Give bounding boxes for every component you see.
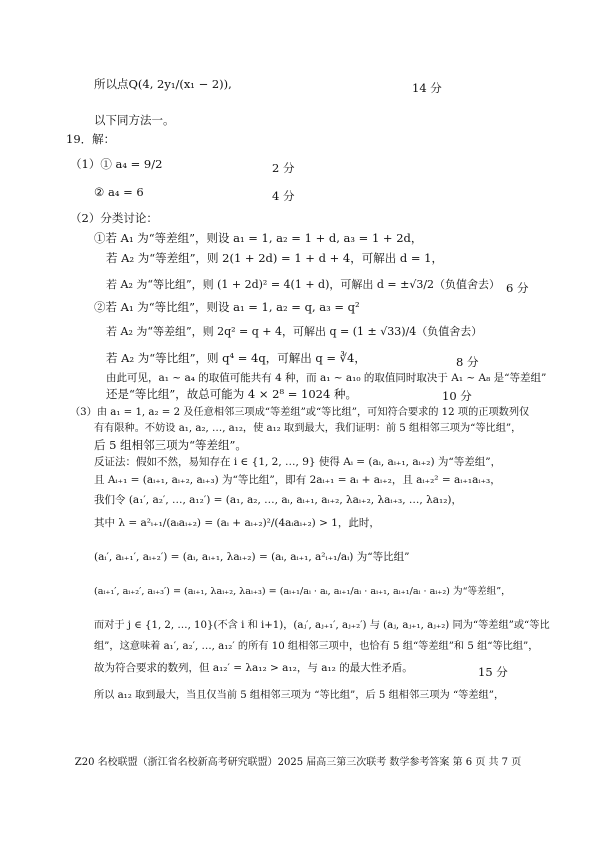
page-footer: Z20 名校联盟（浙江省名校新高考研究联盟）2025 届高三第三次联考 数学参考答案 第 6 页 共 7 页 <box>74 757 522 768</box>
text-line: 若 A₂ 为“等差组”，则 2(1 + 2d) = 1 + d + 4，可解出 d = 1， <box>106 251 443 265</box>
text-line: 有有限种。不妨设 a₁, a₂, …, a₁₂，使 a₁₂ 取到最大，我们证明：前 5 组相邻三项为“等比组”， <box>94 423 522 434</box>
text-line: (aᵢ₊₁′, aᵢ₊₂′, aᵢ₊₃′) = (aᵢ₊₁, λaᵢ₊₂, λaᵢ₊₃) = (aᵢ₊₁/aᵢ · aᵢ, aᵢ₊₁/aᵢ · aᵢ₊₁, aᵢ₊₁/aᵢ · aᵢ₊₂) 为“等差组”， <box>94 586 511 597</box>
text-line: 组”，这意味着 a₁′, a₂′, …, a₁₂′ 的所有 10 组相邻三项中，也恰有 5 组“等差组”和 5 组“等比组”， <box>94 641 539 652</box>
problem-number: 19．解： <box>66 132 116 146</box>
text-line: 若 A₂ 为“等差组”，则 2q² = q + 4，可解出 q = (1 ± √33)/4（负值舍去） <box>106 325 483 338</box>
text-line: 后 5 组相邻三项为“等差组”。 <box>94 438 247 452</box>
text-line: 其中 λ = a²ᵢ₊₁/(aᵢaᵢ₊₂) = (aᵢ + aᵢ₊₂)²/(4aᵢaᵢ₊₂) > 1，此时， <box>94 517 380 529</box>
text-line: 反证法：假如不然，易知存在 i ∈ {1, 2, …, 9} 使得 Aᵢ = (aᵢ, aᵢ₊₁, aᵢ₊₂) 为“等差组”， <box>94 456 502 468</box>
text-line: 以下同方法一。 <box>94 113 175 127</box>
text-line: 所以 a₁₂ 取到最大，当且仅当前 5 组相邻三项为 “等比组”，后 5 组相邻三项为 “等差组”， <box>94 690 505 701</box>
score-label: 14 分 <box>412 81 442 95</box>
score-label: 2 分 <box>272 161 295 175</box>
text-line: 我们令 (a₁′, a₂′, …, a₁₂′) = (a₁, a₂, …, aᵢ, aᵢ₊₁, aᵢ₊₂, λaᵢ₊₂, λaᵢ₊₃, …, λa₁₂)， <box>94 494 463 506</box>
text-line: 故为符合要求的数列，但 a₁₂′ = λa₁₂ > a₁₂，与 a₁₂ 的最大性矛盾。 <box>94 662 413 674</box>
score-label: 6 分 <box>506 281 529 295</box>
text-line: 若 A₂ 为“等比组”，则 q⁴ = 4q，可解出 q = ∛4， <box>106 351 366 365</box>
text-line: ② a₄ = 6 <box>94 185 144 199</box>
score-label: 4 分 <box>272 189 295 203</box>
text-line: (aᵢ′, aᵢ₊₁′, aᵢ₊₂′) = (aᵢ, aᵢ₊₁, λaᵢ₊₂) = (aᵢ, aᵢ₊₁, a²ᵢ₊₁/aᵢ) 为“等比组” <box>94 551 410 563</box>
text-line: 且 Aᵢ₊₁ = (aᵢ₊₁, aᵢ₊₂, aᵢ₊₃) 为“等比组”，即有 2aᵢ₊₁ = aᵢ + aᵢ₊₂，且 aᵢ₊₂² = aᵢ₊₁aᵢ₊₃， <box>94 474 501 486</box>
text-line: ②若 A₁ 为“等比组”，则设 a₁ = 1, a₂ = q, a₃ = q² <box>94 300 360 314</box>
text-line: （3）由 a₁ = 1, a₂ = 2 及任意相邻三项成“等差组”或“等比组”，可知符合要求的 12 项的正项数列仅 <box>70 407 530 418</box>
score-label: 8 分 <box>456 355 479 369</box>
text-line: 所以点Q(4, 2y₁/(x₁ − 2)), <box>94 77 232 91</box>
text-line: 若 A₂ 为“等比组”，则 (1 + 2d)² = 4(1 + d)，可解出 d = ±√3/2（负值舍去） <box>106 278 501 291</box>
score-label: 15 分 <box>478 665 508 679</box>
text-line: 而对于 j ∈ {1, 2, …, 10}(不含 i 和 i+1)，(aⱼ′, aⱼ₊₁′, aⱼ₊₂′) 与 (aⱼ, aⱼ₊₁, aⱼ₊₂) 同为“等差组”或“等比 <box>94 620 550 631</box>
text-line: ①若 A₁ 为“等差组”，则设 a₁ = 1, a₂ = 1 + d, a₃ = 1 + 2d， <box>94 231 423 245</box>
score-label: 10 分 <box>442 389 472 403</box>
text-line: 由此可见，a₁ ~ a₄ 的取值可能共有 4 种，而 a₁ ~ a₁₀ 的取值同时取决于 A₁ ~ A₈ 是“等差组” <box>106 372 547 384</box>
text-line: （1）① a₄ = 9/2 <box>70 157 163 171</box>
text-line: 还是“等比组”，故总可能为 4 × 2⁸ = 1024 种。 <box>106 387 357 401</box>
text-line: （2）分类讨论： <box>70 211 158 225</box>
